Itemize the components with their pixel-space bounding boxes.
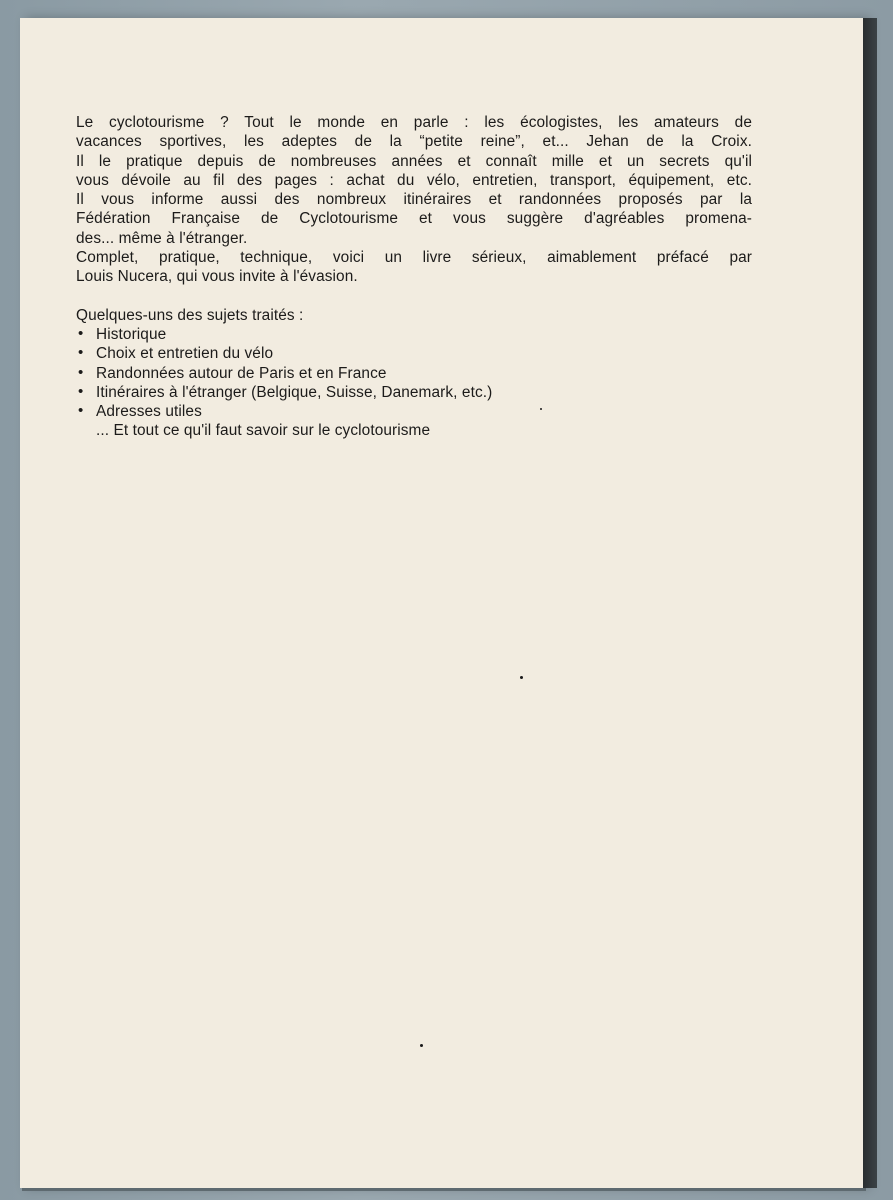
list-item [76, 364, 752, 383]
bullet-icon: • [78, 324, 84, 342]
text-line: des... même à l'étranger. [76, 229, 248, 247]
topic-label: Randonnées autour de Paris et en France [96, 364, 387, 382]
bullet-icon: • [78, 382, 84, 400]
text-line: Fédération Française de Cyclotourisme et vous suggère d'agréables promena- [76, 210, 752, 228]
description-paragraph-2 [76, 248, 752, 287]
list-item [76, 344, 752, 363]
print-speck [420, 1044, 423, 1047]
topic-label: Historique [96, 325, 167, 343]
print-speck [520, 676, 523, 679]
bullet-icon: • [78, 363, 84, 381]
topic-label: Adresses utiles [96, 403, 202, 421]
topics-list [76, 325, 752, 421]
bullet-icon: • [78, 402, 84, 420]
text-line: vous dévoile au fil des pages : achat du vélo, entretien, transport, équipement, etc. [76, 171, 752, 189]
text-line: vacances sportives, les adeptes de la “petite reine”, et... Jehan de la Croix. [76, 133, 752, 151]
text-line: Le cyclotourisme ? Tout le monde en parle : les écologistes, les amateurs de [76, 114, 752, 131]
topic-label: Itinéraires à l'étranger (Belgique, Suisse, Danemark, etc.) [96, 383, 493, 401]
list-item [76, 325, 752, 344]
list-item [76, 383, 752, 402]
list-item [76, 402, 752, 421]
print-speck [540, 408, 542, 410]
topic-label: Choix et entretien du vélo [96, 345, 274, 363]
text-line: Complet, pratique, technique, voici un livre sérieux, aimablement préfacé par [76, 249, 752, 267]
text-line: Il vous informe aussi des nombreux itinéraires et randonnées proposés par la [76, 191, 752, 209]
description-paragraph-1 [76, 113, 752, 248]
topics-heading: Quelques-uns des sujets traités : [76, 306, 304, 324]
closing-line: ... Et tout ce qu'il faut savoir sur le cyclotourisme [96, 422, 431, 440]
back-cover-blurb [76, 113, 752, 441]
book-back-cover [20, 18, 864, 1188]
bullet-icon: • [78, 344, 84, 362]
text-line: Louis Nucera, qui vous invite à l'évasion. [76, 268, 358, 286]
text-line: Il le pratique depuis de nombreuses années et connaît mille et un secrets qu'il [76, 152, 752, 170]
